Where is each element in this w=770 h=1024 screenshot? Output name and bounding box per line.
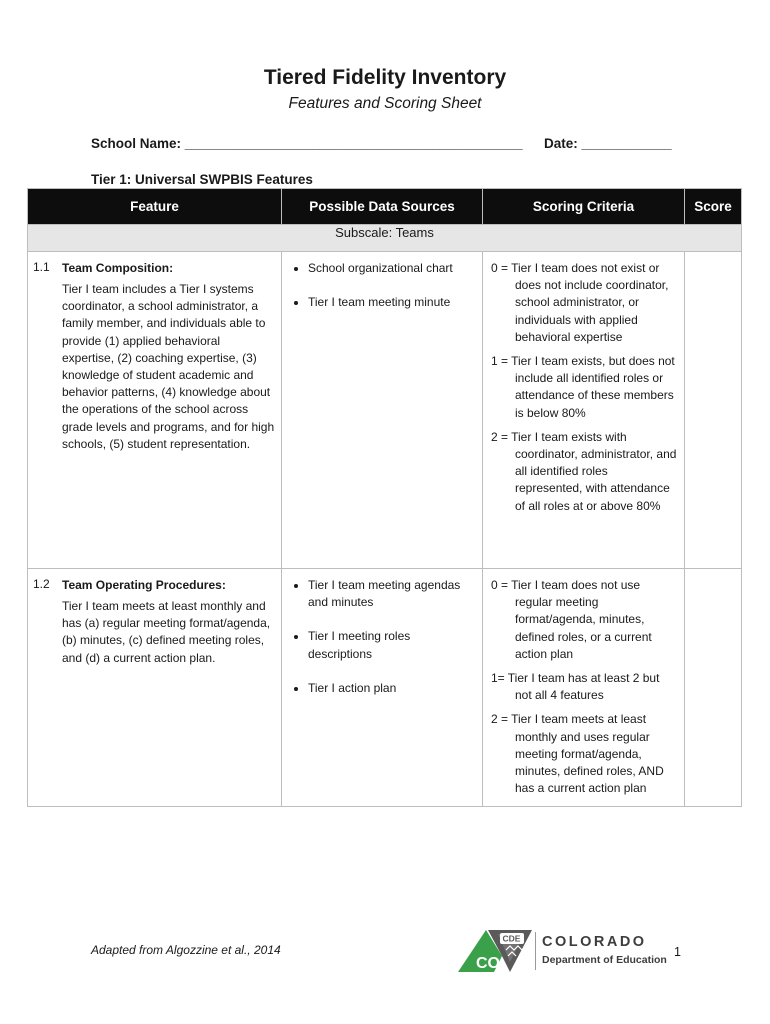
subscale-label: Subscale: Teams bbox=[28, 225, 742, 252]
criterion-2: 2 = Tier I team exists with coordinator, administrator, and all identified roles represented, with attendance of all roles at or above 80% bbox=[491, 429, 677, 513]
header-score: Score bbox=[685, 189, 742, 225]
logo-department: Department of Education bbox=[542, 954, 667, 966]
logo-initials: CO bbox=[476, 955, 500, 972]
data-source-item: • School organizational chart bbox=[308, 260, 476, 277]
document-title: Tiered Fidelity Inventory bbox=[263, 66, 507, 89]
score-cell[interactable] bbox=[685, 569, 742, 807]
table-row bbox=[28, 569, 742, 807]
colorado-mountain-icon bbox=[458, 928, 534, 974]
header-feature: Feature bbox=[28, 189, 282, 225]
page-number: 1 bbox=[674, 945, 681, 959]
table-row bbox=[28, 252, 742, 569]
scoring-table bbox=[27, 188, 742, 807]
data-source-item: • Tier I action plan bbox=[308, 680, 476, 697]
criterion-0: 0 = Tier I team does not exist or does not include coordinator, school administrator, or individuals with applied behavioral expertise bbox=[491, 261, 669, 344]
footer-credit: Adapted from Algozzine et al., 2014 bbox=[91, 943, 281, 957]
criterion-0: 0 = Tier I team does not use regular meeting format/agenda, minutes, defined roles, or a current action plan bbox=[491, 578, 652, 661]
criterion-2: 2 = Tier I team meets at least monthly and uses regular meeting format/agenda, minutes, defined roles, AND has a current action plan bbox=[491, 712, 664, 796]
logo-name: COLORADO bbox=[542, 934, 647, 950]
school-name-field: School Name: _____________________________________________ bbox=[91, 136, 523, 151]
feature-number: 1.1 bbox=[33, 260, 50, 274]
feature-cell bbox=[28, 569, 282, 807]
feature-name: Team Operating Procedures: bbox=[62, 578, 226, 592]
criterion-1: 1 = Tier I team exists, but does not include all identified roles or attendance of these members is below 80% bbox=[491, 354, 675, 420]
logo-badge: CDE bbox=[502, 933, 521, 944]
criterion-1: 1= Tier I team has at least 2 but not all 4 features bbox=[491, 671, 660, 703]
header-data-sources: Possible Data Sources bbox=[282, 189, 483, 225]
data-sources-cell bbox=[282, 569, 483, 807]
data-source-item: • Tier I team meeting agendas and minutes bbox=[308, 577, 476, 611]
scoring-criteria-cell bbox=[483, 569, 685, 807]
document-subtitle: Features and Scoring Sheet bbox=[288, 95, 482, 112]
feature-description: Tier I team meets at least monthly and has (a) regular meeting format/agenda, (b) minutes, (c) defined meeting roles, and (d) a current action plan. bbox=[62, 599, 271, 665]
table-header-row bbox=[28, 189, 742, 225]
scoring-criteria-cell bbox=[483, 252, 685, 569]
data-sources-cell bbox=[282, 252, 483, 569]
data-source-item: • Tier I meeting roles descriptions bbox=[308, 628, 476, 662]
date-field: Date: ____________ bbox=[544, 136, 672, 151]
cde-logo bbox=[458, 928, 668, 974]
logo-divider bbox=[535, 932, 536, 970]
feature-cell bbox=[28, 252, 282, 569]
score-cell[interactable] bbox=[685, 252, 742, 569]
feature-number: 1.2 bbox=[33, 577, 50, 591]
feature-name: Team Composition: bbox=[62, 261, 174, 275]
feature-description: Tier I team includes a Tier I systems coordinator, a school administrator, a family member, and individuals able to provide (1) applied behavioral expertise, (2) coaching expertise, (3) knowledge of student academic and behavior patterns, (4) knowledge about the operations of the school across grade levels and programs, and for high schools, (5) student representation. bbox=[62, 282, 275, 451]
header-scoring-criteria: Scoring Criteria bbox=[483, 189, 685, 225]
subscale-row bbox=[28, 225, 742, 252]
data-source-item: • Tier I team meeting minute bbox=[308, 294, 476, 311]
tier-heading: Tier 1: Universal SWPBIS Features bbox=[91, 172, 313, 187]
